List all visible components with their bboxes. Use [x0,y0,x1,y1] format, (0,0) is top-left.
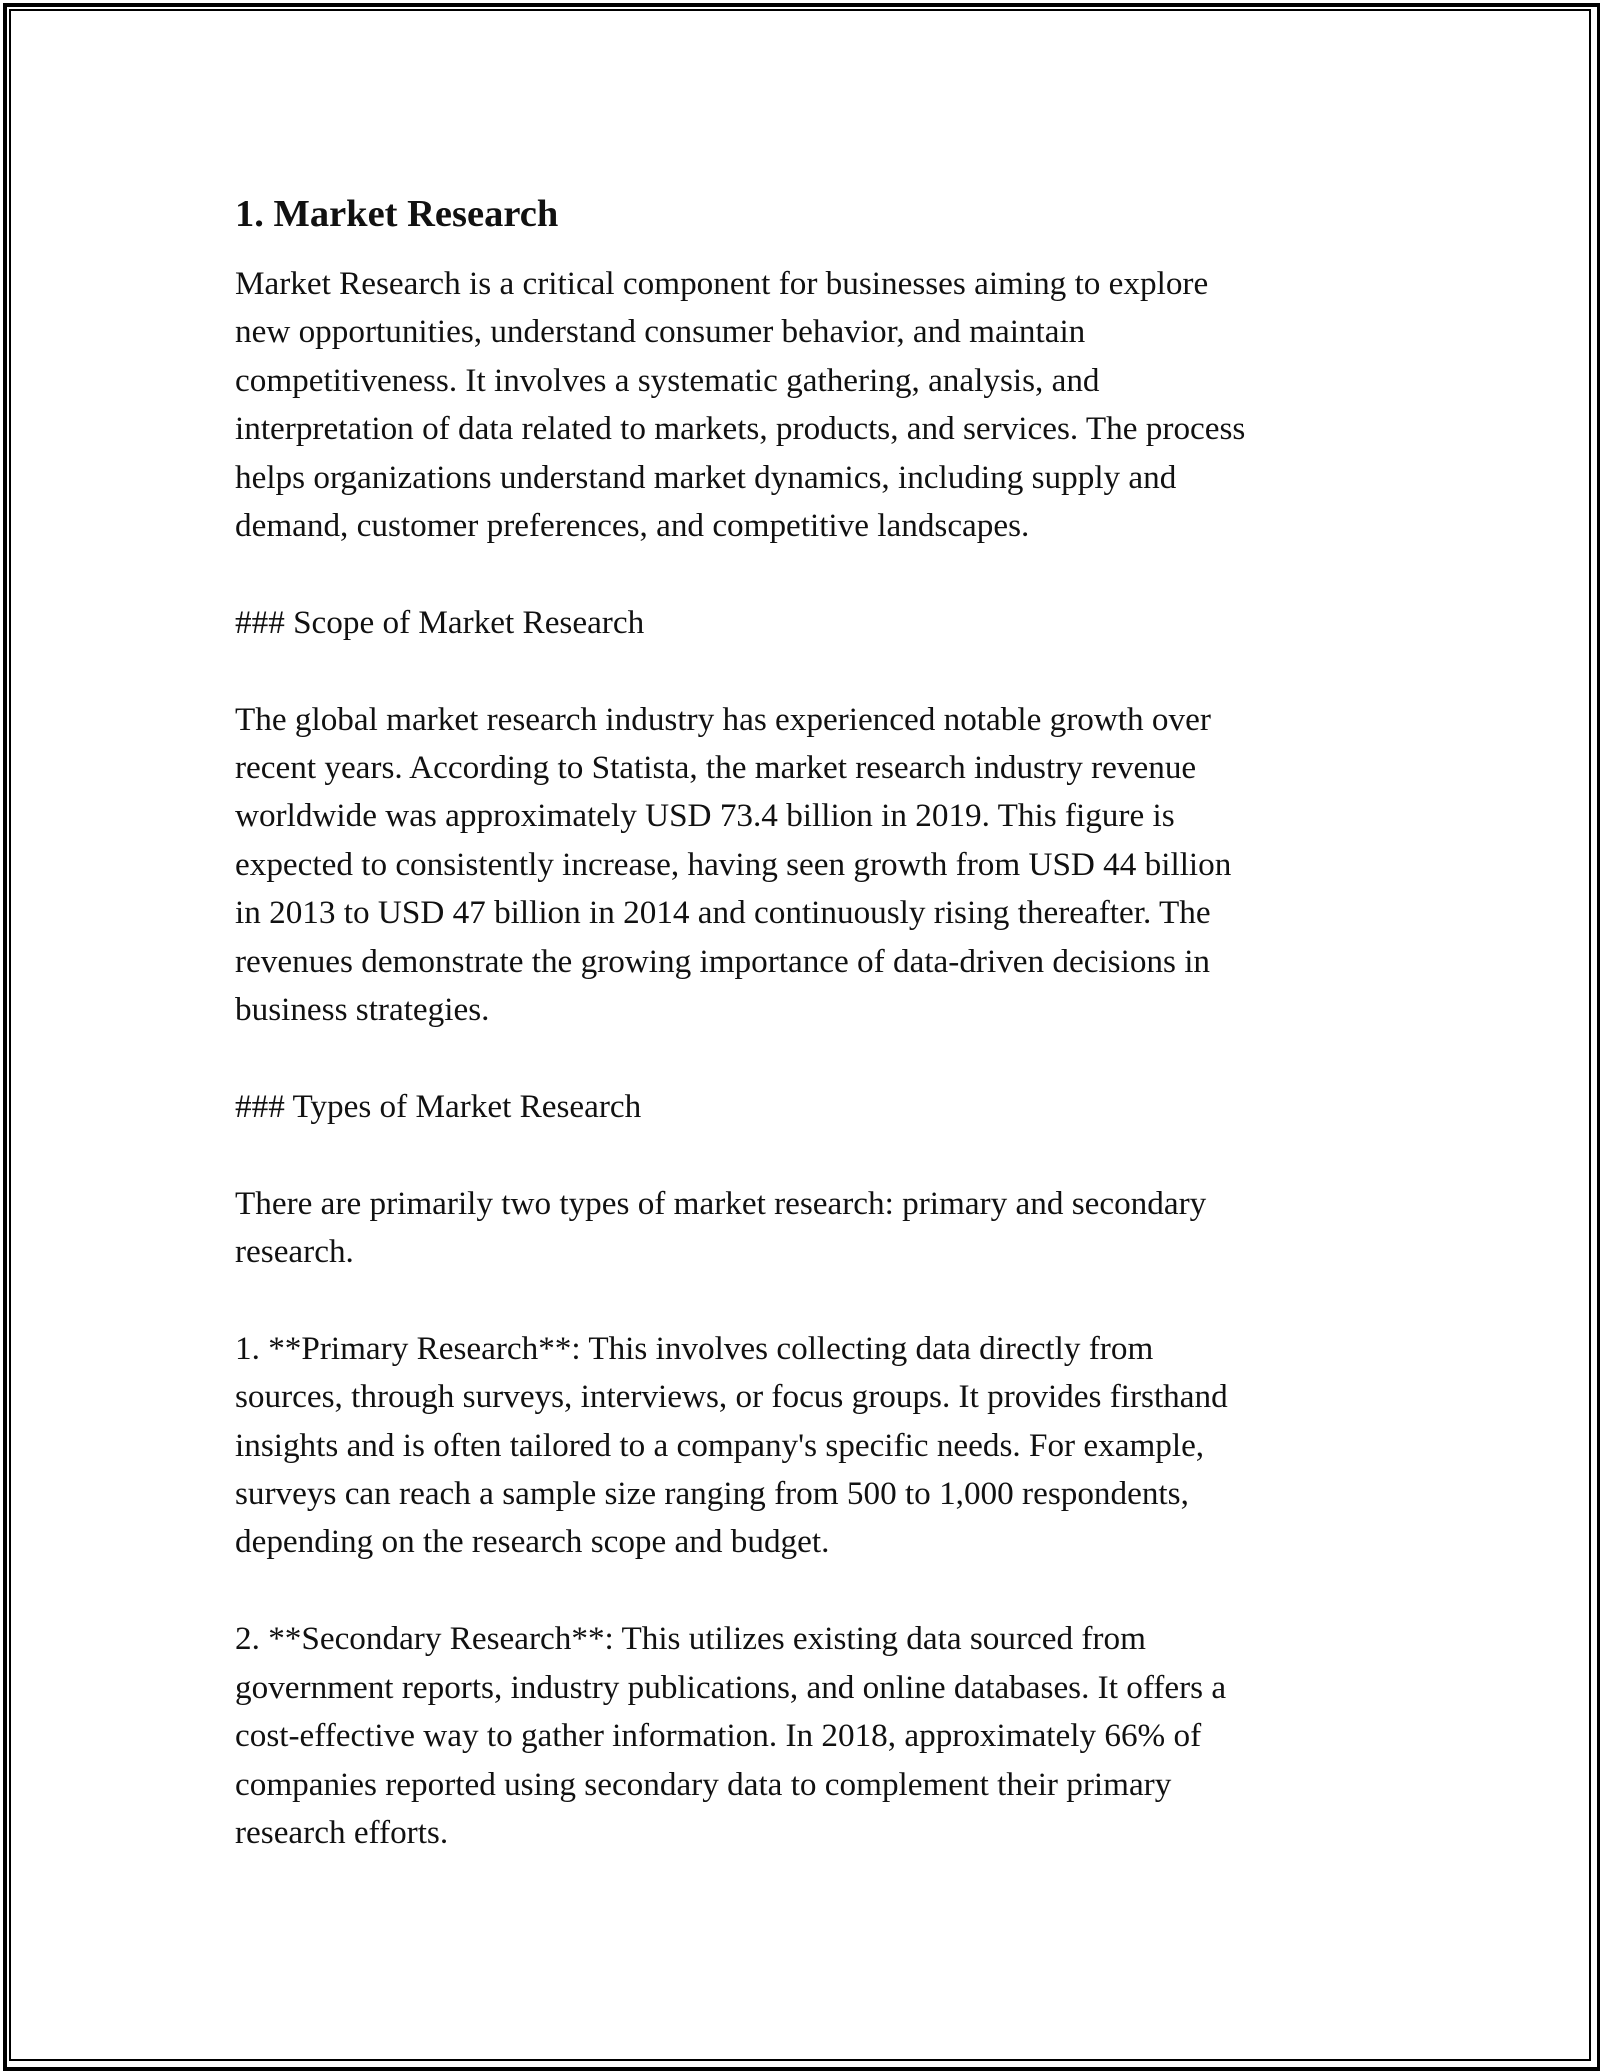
document-body [235,186,1370,1857]
paragraph-spacer [235,1131,1370,1179]
paragraph-spacer [235,550,1370,598]
types-subheading: ### Types of Market Research [235,1087,642,1125]
secondary-research-item: 2. **Secondary Research**: This utilizes existing data sourced from government reports, industry publications, and online databases. It offers a cost-effective way to gather information. In 2018, approximately 66% of companies reported using secondary data to complement their primary research efforts. [235,1620,1227,1851]
paragraph-spacer [235,1034,1370,1082]
intro-paragraph: Market Research is a critical component for businesses aiming to explore new opportunities, understand consumer behavior, and maintain competitiveness. It involves a systematic gathering, analysis, and interpretation of data related to markets, products, and services. The process helps organizations understand market dynamics, including supply and demand, customer preferences, and competitive landscapes. [235,265,1246,545]
types-intro-paragraph: There are primarily two types of market research: primary and secondary research. [235,1184,1207,1271]
scope-subheading: ### Scope of Market Research [235,603,645,641]
paragraph-spacer [235,647,1370,695]
paragraph-spacer [235,1567,1370,1615]
section-heading: 1. Market Research [235,193,559,235]
primary-research-item: 1. **Primary Research**: This involves collecting data directly from sources, through surveys, interviews, or focus groups. It provides firsthand insights and is often tailored to a company's specific needs. For example, surveys can reach a sample size ranging from 500 to 1,000 respondents, depending on the research scope and budget. [235,1329,1228,1561]
scope-paragraph: The global market research industry has experienced notable growth over recent years. According to Statista, the market research industry revenue worldwide was approximately USD 73.4 billion in 2019. This figure is expected to consistently increase, having seen growth from USD 44 billion in 2013 to USD 47 billion in 2014 and continuously rising thereafter. The revenues demonstrate the growing importance of data-driven decisions in business strategies. [235,700,1232,1029]
paragraph-spacer [235,1276,1370,1324]
